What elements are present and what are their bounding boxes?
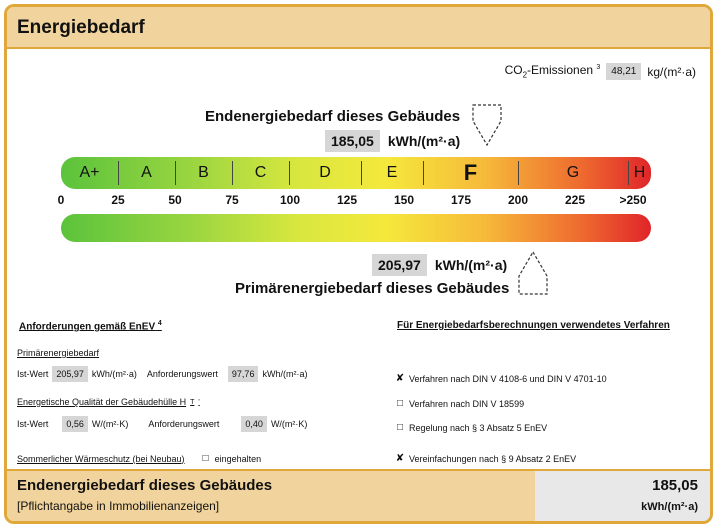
class-e: E: [386, 164, 398, 181]
primary-energy-bar: [61, 214, 651, 242]
anf-unit: kWh/(m²·a): [262, 369, 308, 379]
page-title: Energiebedarf: [17, 17, 145, 38]
end-energy-number: 185,05: [325, 130, 380, 152]
primary-energy-unit: kWh/(m²·a): [434, 257, 508, 273]
class-g: G: [566, 164, 580, 181]
tick-label: 175: [450, 193, 472, 207]
class-a: A: [141, 164, 152, 181]
ist-unit: kWh/(m²·a): [91, 369, 137, 379]
co2-unit: kg/(m²·a): [647, 64, 696, 79]
procedure-mark: ✘: [395, 453, 405, 464]
tick-label: 50: [168, 193, 182, 207]
footer-unit: kWh/(m²·a): [641, 501, 698, 513]
class-c: C: [254, 164, 267, 181]
co2-emissions: [505, 63, 696, 80]
co2-value: 48,21: [606, 63, 641, 80]
procedure-item: [395, 453, 576, 464]
tick-label: 225: [564, 193, 586, 207]
footer-value-box: [535, 471, 710, 521]
footer-title: Endenergiebedarf dieses Gebäudes: [17, 477, 273, 494]
ist2-value: 0,56: [62, 416, 88, 432]
primary-energy-title: Primärenergiebedarf dieses Gebäudes: [235, 280, 510, 297]
header: [7, 7, 710, 49]
tick-label: 100: [279, 193, 301, 207]
end-energy-unit: kWh/(m²·a): [387, 133, 461, 149]
procedure-mark: □: [396, 422, 404, 433]
ist2-unit: W/(m²·K): [91, 419, 129, 429]
procedures-heading: Für Energiebedarfsberechnungen verwendetes Verfahren: [397, 320, 670, 331]
procedure-label: Verfahren nach DIN V 4108-6 und DIN V 4701-10: [409, 373, 607, 384]
primary-energy-value: [372, 254, 507, 276]
requirements-heading: Anforderungen gemäß EnEV $^4$: [19, 320, 162, 333]
tick-label: 150: [393, 193, 415, 207]
ist2-label: Ist-Wert: [17, 419, 49, 429]
procedure-label: Regelung nach § 3 Absatz 5 EnEV: [409, 422, 548, 433]
procedure-label: Verfahren nach DIN V 18599: [409, 398, 525, 409]
ist-value: 205,97: [52, 366, 88, 382]
tick-label: 25: [111, 193, 125, 207]
anf2-label: Anforderungswert: [148, 419, 220, 429]
primary-requirement-label: Primärenergiebedarf: [17, 348, 100, 358]
end-energy-title: Endenergiebedarf dieses Gebäudes: [205, 108, 461, 125]
footer-summary: [7, 469, 710, 521]
footer-subtitle: [Pflichtangabe in Immobilienanzeigen]: [17, 499, 220, 513]
procedure-mark: □: [396, 398, 404, 409]
procedure-label: Vereinfachungen nach § 9 Absatz 2 EnEV: [409, 453, 577, 464]
procedure-item: [395, 398, 524, 409]
anf-label: Anforderungswert: [146, 369, 218, 379]
primary-requirement-row: [17, 366, 307, 382]
primary-energy-arrow-icon: [515, 250, 551, 298]
energy-certificate: [4, 4, 713, 524]
tick-label: 200: [507, 193, 529, 207]
scale-ticks: [7, 193, 713, 211]
procedure-item: [395, 422, 547, 433]
summer-label: Sommerlicher Wärmeschutz (bei Neubau): [17, 453, 185, 464]
co2-label: $CO_2$-Emissionen $^3$: [504, 63, 601, 80]
ist-label: Ist-Wert: [17, 369, 49, 379]
energy-scale-bar: [61, 157, 651, 189]
anf2-unit: W/(m²·K): [270, 419, 308, 429]
end-energy-arrow-icon: [469, 103, 505, 149]
tick-label: 125: [336, 193, 358, 207]
class-a-plus: A+: [79, 164, 100, 181]
envelope-row: [17, 416, 307, 432]
class-b: B: [198, 164, 209, 181]
tick-label: >250: [619, 193, 647, 207]
class-f: F: [463, 160, 478, 185]
envelope-label: Energetische Qualität der Gebäudehülle H T ': [17, 397, 200, 407]
summer-checkbox: □: [202, 453, 209, 464]
class-h: H: [633, 164, 646, 181]
procedure-item: [395, 373, 607, 384]
summer-status: eingehalten: [214, 453, 262, 464]
procedure-mark: ✘: [395, 373, 405, 384]
anf2-value: 0,40: [241, 416, 267, 432]
primary-energy-number: 205,97: [372, 254, 427, 276]
class-d: D: [319, 164, 331, 181]
tick-label: 0: [57, 193, 65, 207]
anf-value: 97,76: [228, 366, 259, 382]
footer-value: 185,05: [652, 477, 698, 494]
end-energy-value: [325, 130, 460, 152]
summer-row: [17, 453, 261, 464]
tick-label: 75: [225, 193, 239, 207]
